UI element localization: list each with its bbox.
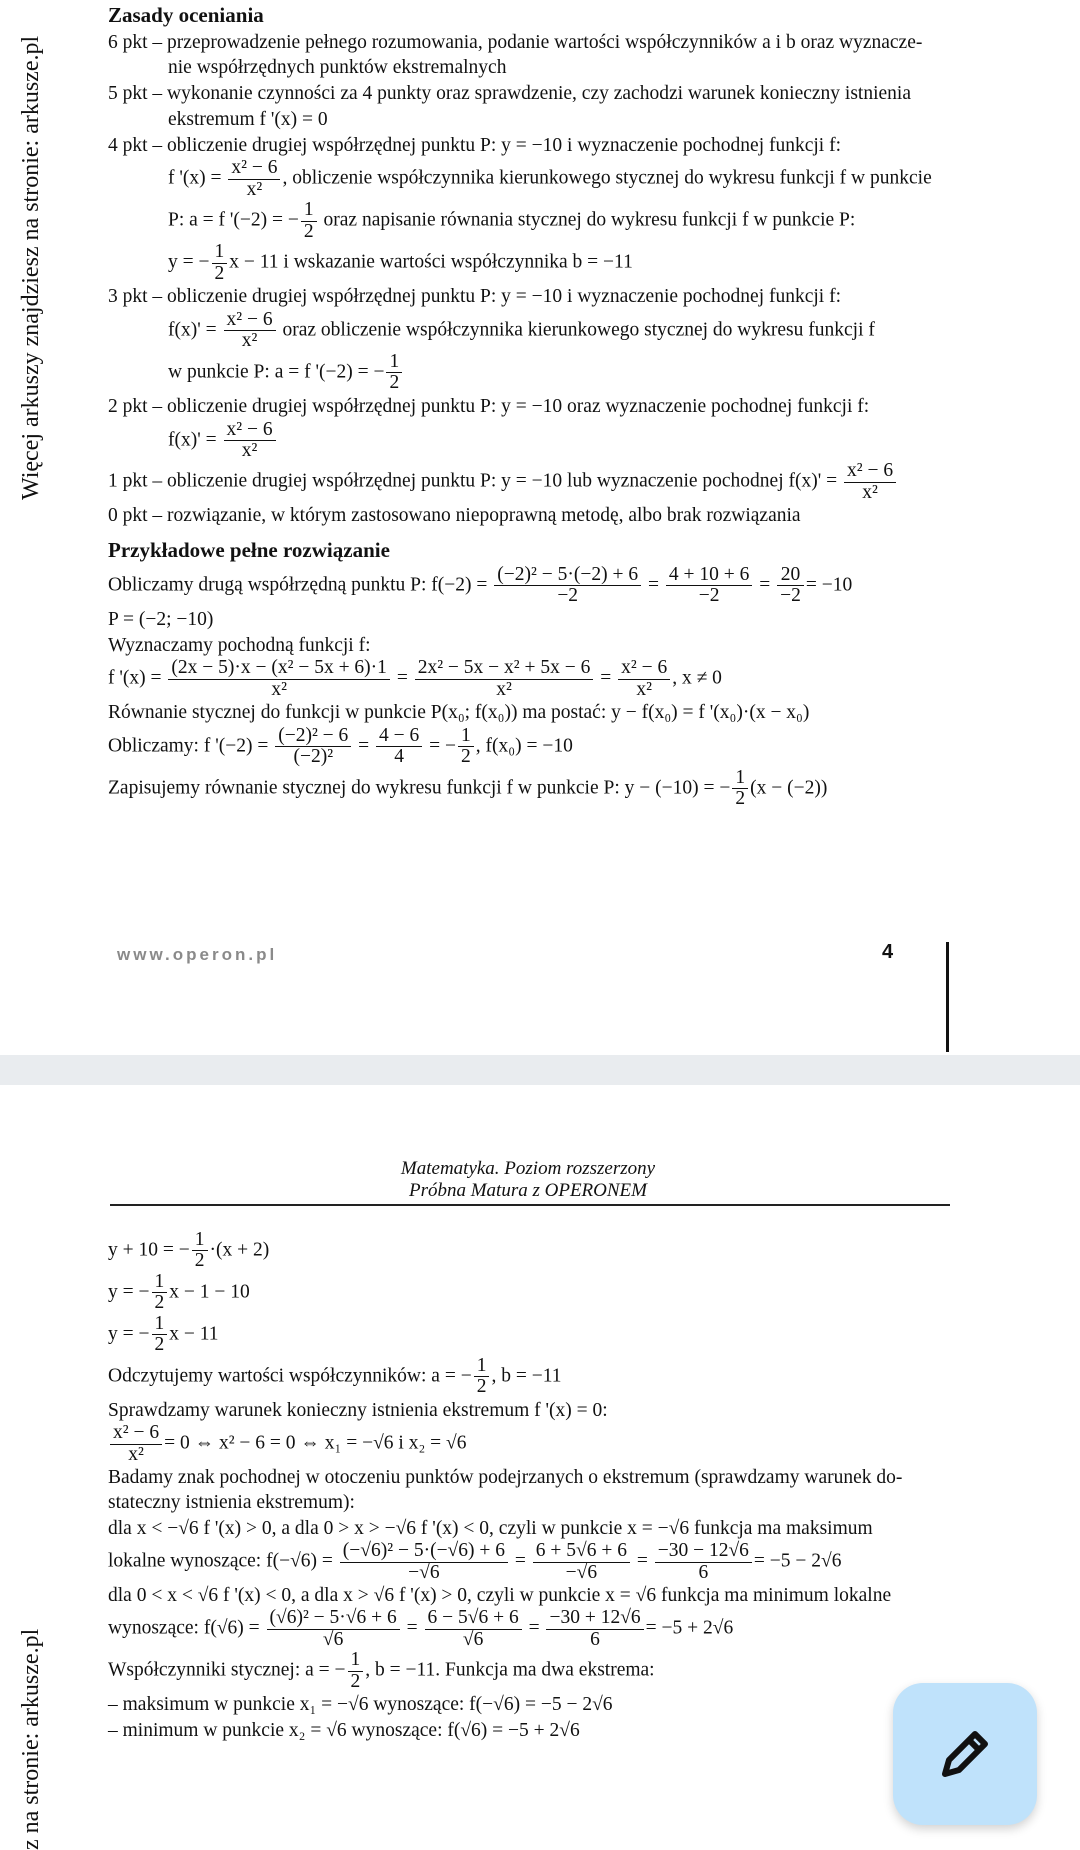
grading-section: [108, 2, 948, 810]
header-exam: Próbna Matura z OPERONEM: [408, 1179, 647, 1201]
solution-line: $\frac{\text{x² − 6}}{\text{x²}}$ = 0 ⇔ x² − 6 = 0 ⇔ x₁ = −√6 i x₂ = √6: [108, 1423, 948, 1465]
solution-line: dla x < −√6 f '(x) > 0, a dla 0 > x > −√6 f '(x) < 0, czyli w punkcie x = −√6 funkcja ma maksimum: [108, 1517, 873, 1539]
solution-line: Sprawdzamy warunek konieczny istnienia ekstremum f '(x) = 0:: [108, 1399, 608, 1421]
grading-title: Zasady oceniania: [108, 3, 264, 27]
grading-line: P: a = f '(−2) = − $\frac{1}{2}$ oraz napisanie równania stycznej do wykresu funkcji f w punkcie P:: [168, 199, 856, 242]
solution-continued: [108, 1230, 948, 1743]
grading-line: f(x)' = $\frac{\text{x² − 6}}{\text{x²}}$: [108, 420, 948, 462]
grading-line: 2 pkt – obliczenie drugiej współrzędnej punktu P: y = −10 oraz wyznaczenie pochodnej funkcji f:: [108, 395, 870, 417]
solution-line: Badamy znak pochodnej w otoczeniu punktów podejrzanych o ekstremum (sprawdzamy warunek do-: [108, 1467, 903, 1489]
grading-line: nie współrzędnych punktów ekstremalnych: [168, 57, 507, 79]
header-rule: [110, 1204, 950, 1206]
grading-line: f(x)' = $\frac{\text{x² − 6}}{\text{x²}}$ oraz obliczenie współczynnika kierunkowego stycznej do wykresu funkcji f: [168, 308, 875, 352]
solution-line: Obliczamy: f '(−2) = $\frac{\text{(−2)² − 6}}{\text{(−2)²}}$ = $\frac{4 - 6}{4}$ = − $\frac{1}{2}$ , f(x₀) = −10: [108, 724, 573, 768]
grading-line: w punkcie P: a = f '(−2) = − $\frac{1}{2}$: [108, 352, 948, 394]
solution-line: Obliczamy drugą współrzędną punktu P: f(−2) = $\frac{\text{(−2)² − 5·(−2) + 6}}{-2}$ = $\frac{4 + 10 + 6}{-2}$ = $\frac{20}{-2}$ = −10: [108, 563, 853, 607]
page-header: [108, 1158, 948, 1202]
grading-line: 0 pkt – rozwiązanie, w którym zastosowano niepoprawną metodę, albo brak rozwiązania: [108, 505, 801, 527]
side-watermark-bottom: z na stronie: arkusze.pl: [18, 1628, 44, 1850]
solution-line: lokalne wynoszące: f(−√6) = $\frac{\text{(−√6)² − 5·(−√6) + 6}}{-√6}$ = $\frac{6 + 5√6 + 6}{-√6}$ = $\frac{-30 - 12√6}{6}$ = −5 − 2√6: [108, 1540, 842, 1583]
solution-line: y + 10 = − $\frac{1}{2}$ ·(x + 2): [108, 1229, 270, 1272]
solution-line: stateczny istnienia ekstremum):: [108, 1492, 355, 1514]
solution-line: – minimum w punkcie x₂ = √6 wynoszące: f(√6) = −5 + 2√6: [108, 1719, 580, 1741]
grading-line: 6 pkt – przeprowadzenie pełnego rozumowania, podanie wartości współczynników a i b oraz wyznacze-: [108, 31, 923, 53]
grading-line: 3 pkt – obliczenie drugiej współrzędnej punktu P: y = −10 i wyznaczenie pochodnej funkcji f:: [108, 286, 842, 308]
solution-line: y = − $\frac{1}{2}$ x − 11: [108, 1312, 219, 1356]
grading-line: 5 pkt – wykonanie czynności za 4 punkty oraz sprawdzenie, czy zachodzi warunek konieczny istnienia: [108, 83, 911, 105]
solution-line: dla 0 < x < √6 f '(x) < 0, a dla x > √6 f '(x) > 0, czyli w punkcie x = √6 funkcja ma minimum lokalne: [108, 1585, 892, 1606]
solution-line: Odczytujemy wartości współczynników: a = − $\frac{1}{2}$ , b = −11: [108, 1354, 562, 1398]
grading-line: 4 pkt – obliczenie drugiej współrzędnej punktu P: y = −10 i wyznaczenie pochodnej funkcji f:: [108, 134, 842, 156]
edit-button[interactable]: [893, 1683, 1037, 1825]
solution-line: y = − $\frac{1}{2}$ x − 1 − 10: [108, 1270, 250, 1314]
solution-line: Współczynniki stycznej: a = − $\frac{1}{2}$ , b = −11. Funkcja ma dwa ekstrema:: [108, 1649, 655, 1692]
grading-line: 1 pkt – obliczenie drugiej współrzędnej punktu P: y = −10 lub wyznaczenie pochodnej f(x)' = $\frac{\text{x² − 6}}{\text{x²}}$: [108, 461, 948, 503]
page-edge-bar: [946, 942, 949, 1052]
solution-line: wynoszące: f(√6) = $\frac{\text{(√6)² − 5·√6 + 6}}{√6}$ = $\frac{6 - 5√6 + 6}{√6}$ = $\frac{-30 + 12√6}{6}$ = −5 + 2√6: [108, 1607, 734, 1650]
solution-title: Przykładowe pełne rozwiązanie: [108, 538, 390, 563]
solution-line: P = (−2; −10): [108, 608, 214, 630]
page-number: 4: [882, 941, 894, 963]
solution-line: Wyznaczamy pochodną funkcji f:: [108, 634, 371, 656]
page-gap: [0, 1055, 1080, 1085]
solution-line: Zapisujemy równanie stycznej do wykresu funkcji f w punkcie P: y − (−10) = − $\frac{1}{2}$ (x − (−2)): [108, 766, 828, 810]
header-subject: Matematyka. Poziom rozszerzony: [400, 1158, 656, 1179]
grading-line: y = − $\frac{1}{2}$ x − 11 i wskazanie wartości współczynnika b = −11: [168, 241, 633, 284]
solution-line: f '(x) = $\frac{\text{(2x − 5)·x − (x² − 5x + 6)·1}}{\text{x²}}$ = $\frac{\text{2x² − 5x − x² + 5x − 6}}{\text{x²}}$ = $\frac{\text{x² − 6}}{\text{x²}}$ , x ≠ 0: [108, 657, 722, 700]
solution-line: – maksimum w punkcie x₁ = −√6 wynoszące: f(−√6) = −5 − 2√6: [108, 1694, 613, 1716]
grading-line: f '(x) = $\frac{\text{x² − 6}}{\text{x²}}$ , obliczenie współczynnika kierunkowego stycznej do wykresu funkcji f w punkcie: [168, 157, 932, 200]
grading-line: ekstremum f '(x) = 0: [168, 108, 328, 130]
footer-url: www.operon.pl: [117, 945, 278, 964]
side-watermark-top: Więcej arkuszy znajdziesz na stronie: arkusze.pl: [18, 35, 44, 500]
pencil-icon: [933, 1722, 997, 1786]
solution-line: Równanie stycznej do funkcji w punkcie P(x₀; f(x₀)) ma postać: y − f(x₀) = f '(x₀)·(x − x₀): [108, 702, 810, 724]
